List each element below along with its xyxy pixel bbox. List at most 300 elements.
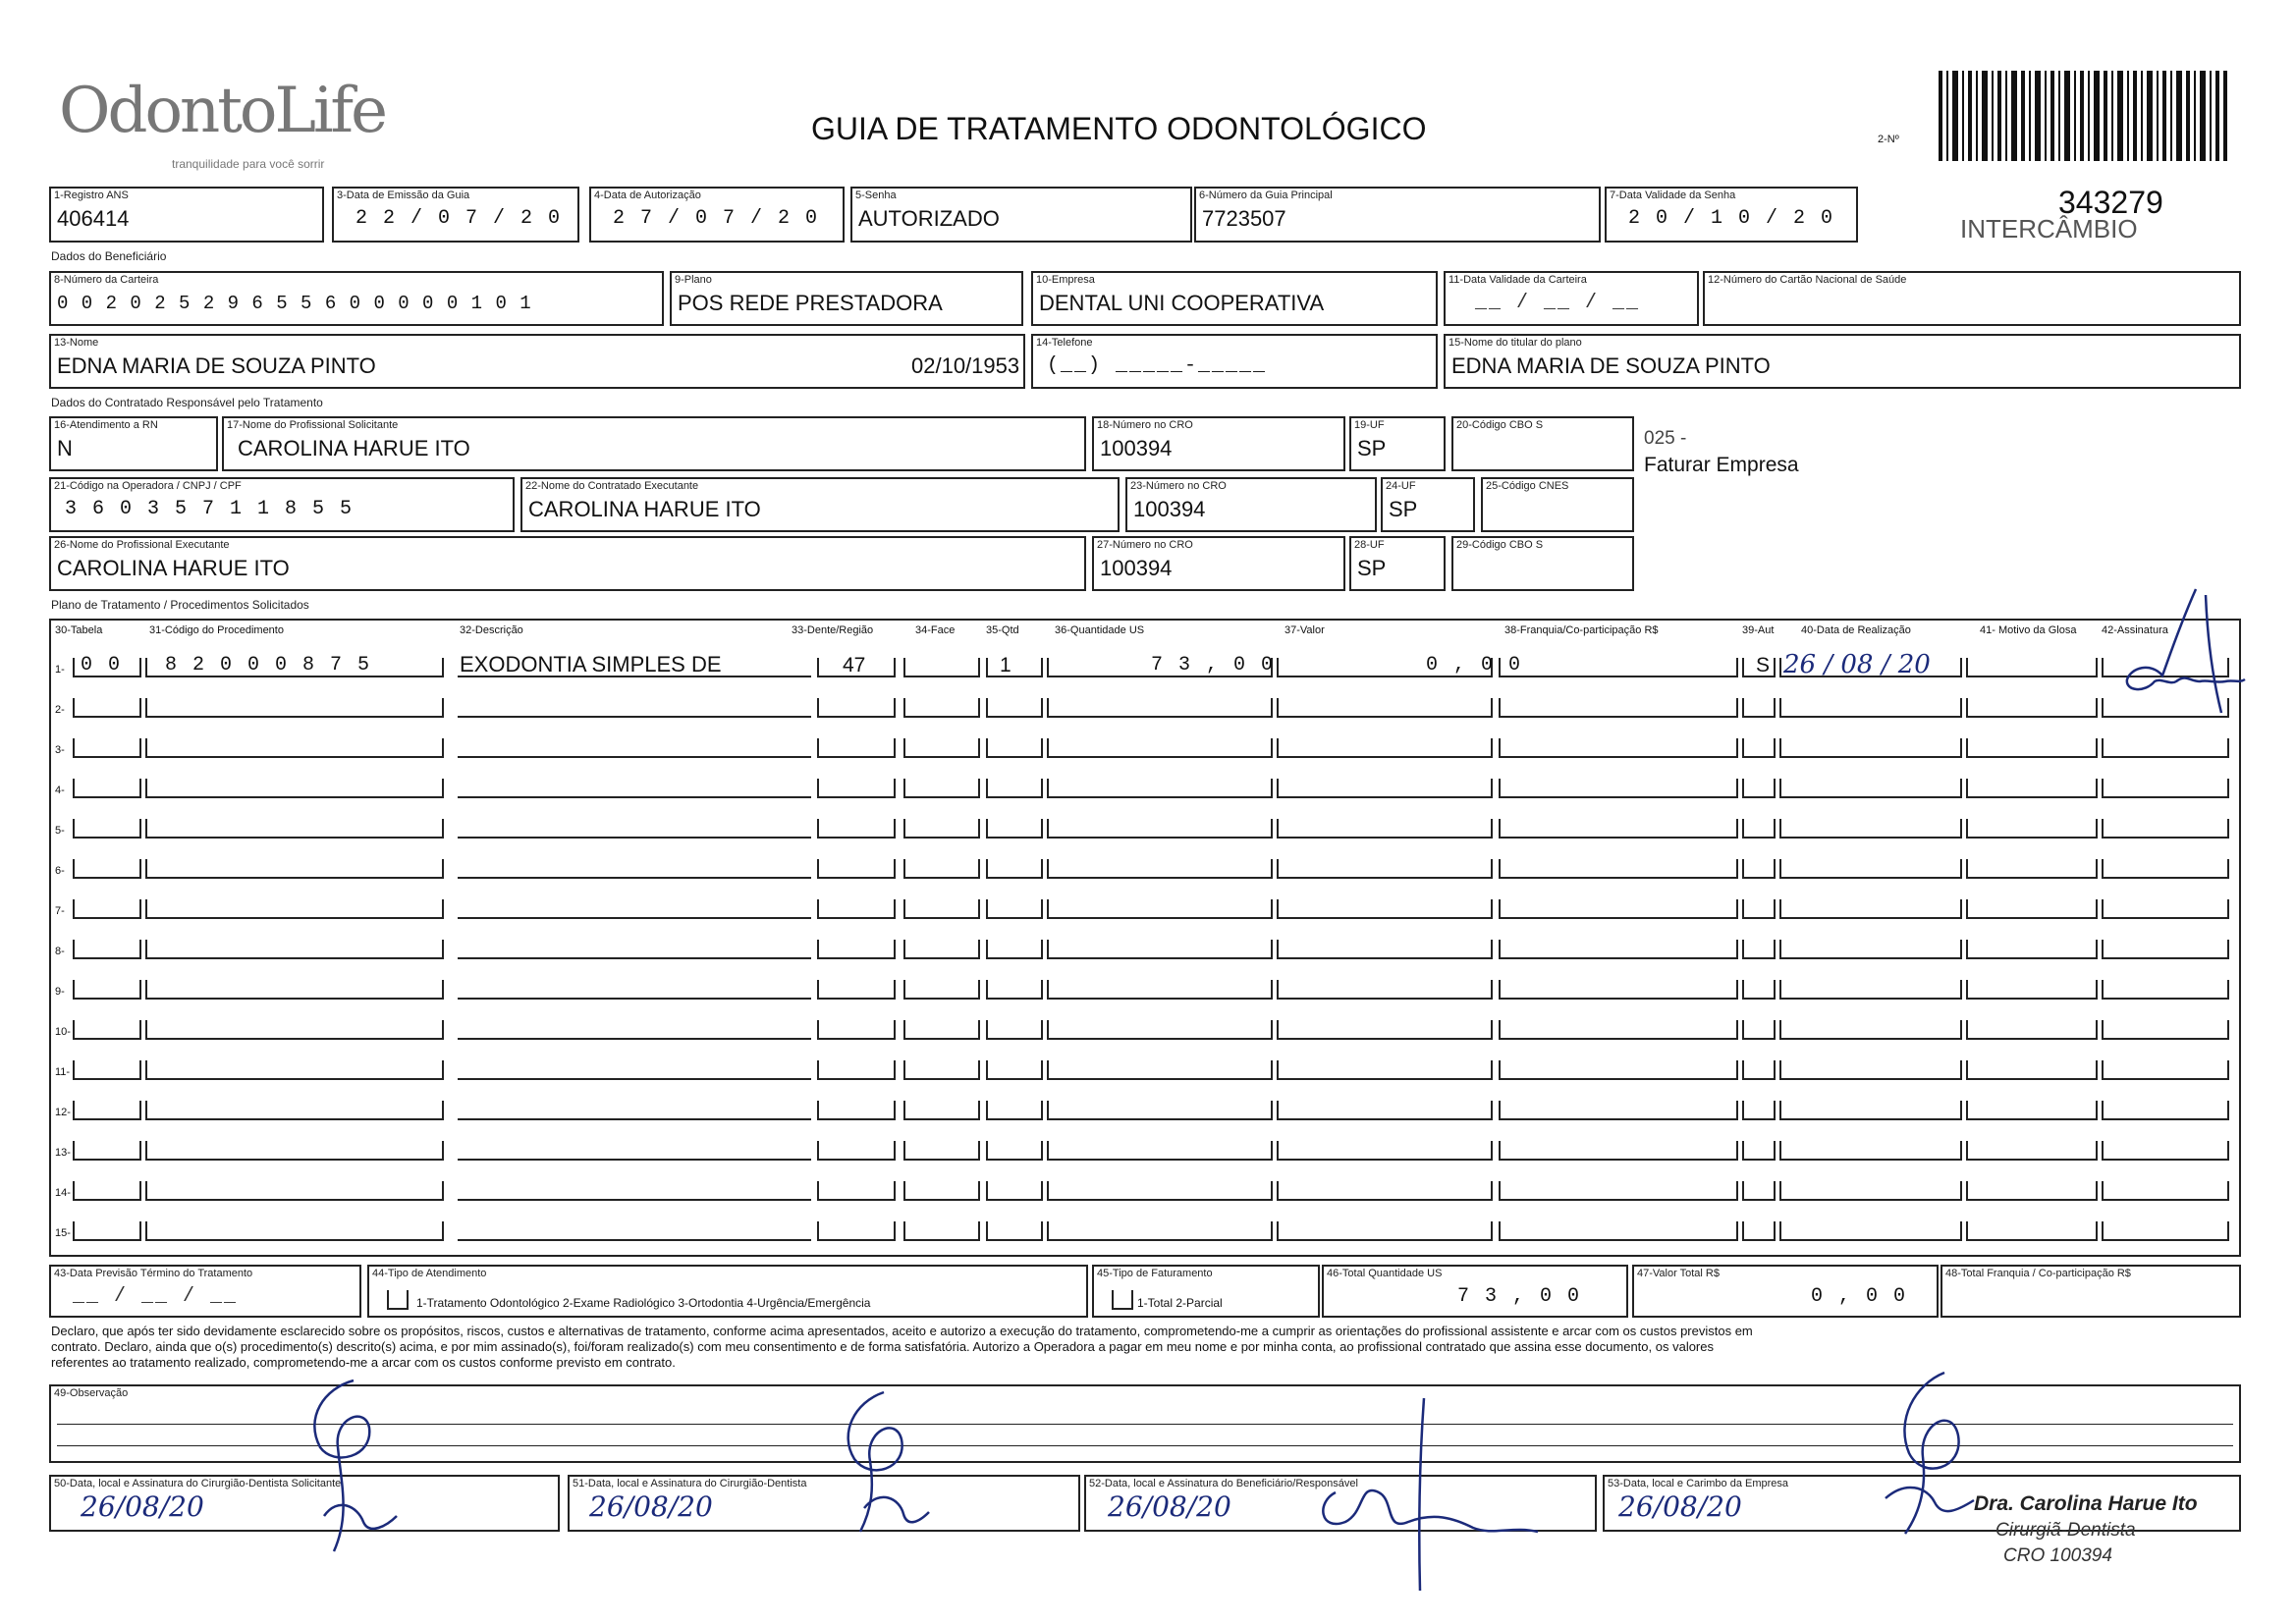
procedure-cell[interactable] — [1047, 980, 1273, 1000]
procedure-cell[interactable] — [145, 738, 444, 758]
procedure-cell[interactable] — [1779, 779, 1962, 798]
procedure-cell[interactable] — [903, 1101, 980, 1120]
procedure-cell[interactable] — [1499, 859, 1738, 879]
procedure-cell[interactable] — [1047, 738, 1273, 758]
section-plano: Plano de Tratamento / Procedimentos Solicitados — [51, 598, 309, 612]
procedure-cell[interactable] — [817, 1141, 896, 1161]
procedure-row-number: 4- — [55, 785, 65, 796]
procedure-cell[interactable] — [1277, 779, 1493, 798]
procedure-cell[interactable] — [1966, 859, 2098, 879]
procedure-cell[interactable] — [903, 1020, 980, 1040]
numero-carteira-value: 0 0 2 0 2 5 2 9 6 5 5 6 0 0 0 0 0 1 0 1 — [57, 293, 532, 314]
section-contratado: Dados do Contratado Responsável pelo Tratamento — [51, 396, 323, 409]
field-uf-profissional: 28-UF SP — [1349, 536, 1446, 591]
titular-plano-value: EDNA MARIA DE SOUZA PINTO — [1451, 353, 1771, 378]
procedure-cell[interactable] — [1966, 980, 2098, 1000]
procedure-cell[interactable] — [903, 1221, 980, 1241]
procedure-cell[interactable] — [1277, 819, 1493, 839]
procedure-cell[interactable] — [458, 1060, 811, 1080]
procedure-cell[interactable] — [73, 899, 141, 919]
cro-executante-value: 100394 — [1133, 497, 1206, 521]
procedure-cell[interactable] — [2102, 980, 2229, 1000]
col-aut: 39-Aut — [1742, 624, 1775, 636]
procedure-cell[interactable] — [1499, 980, 1738, 1000]
procedure-cell[interactable] — [2102, 1060, 2229, 1080]
field-profissional-solicitante: 17-Nome do Profissional Solicitante CAROLINA HARUE ITO — [222, 416, 1086, 471]
assinatura-solicitante-date: 26/08/20 — [81, 1490, 204, 1523]
procedure-cell[interactable] — [1966, 658, 2098, 677]
carimbo-empresa-date: 26/08/20 — [1618, 1490, 1742, 1523]
procedure-cell[interactable] — [1742, 698, 1776, 718]
procedure-cell[interactable] — [986, 940, 1043, 959]
field-cbo-solicitante: 20-Código CBO S — [1451, 416, 1634, 471]
procedure-cell[interactable] — [1742, 980, 1776, 1000]
procedure-cell[interactable] — [1047, 859, 1273, 879]
procedure-cell[interactable] — [73, 1221, 141, 1241]
procedure-cell[interactable] — [817, 899, 896, 919]
row1-quantidade-us: 7 3 , 0 0 — [1151, 654, 1276, 677]
field-numero-carteira: 8-Número da Carteira 0 0 2 0 2 5 2 9 6 5 5 6 0 0 0 0 0 1 0 1 — [49, 271, 664, 326]
procedure-cell[interactable] — [1966, 1020, 2098, 1040]
procedure-cell[interactable] — [1277, 1141, 1493, 1161]
procedure-cell[interactable] — [1742, 1141, 1776, 1161]
col-descricao: 32-Descrição — [460, 624, 523, 636]
row1-codigo: 8 2 0 0 0 8 7 5 — [165, 654, 372, 677]
procedure-cell[interactable] — [73, 1060, 141, 1080]
procedure-cell[interactable] — [145, 899, 444, 919]
procedure-cell[interactable] — [817, 819, 896, 839]
procedure-cell[interactable] — [817, 980, 896, 1000]
col-dente: 33-Dente/Região — [792, 624, 874, 636]
procedure-cell[interactable] — [1047, 779, 1273, 798]
field-validade-senha: 7-Data Validade da Senha 2 0 / 1 0 / 2 0 — [1605, 187, 1858, 243]
procedure-cell[interactable] — [2102, 940, 2229, 959]
procedure-cell[interactable] — [458, 899, 811, 919]
procedure-cell[interactable] — [145, 779, 444, 798]
procedure-cell[interactable] — [1047, 698, 1273, 718]
col-data-realizacao: 40-Data de Realização — [1801, 624, 1911, 636]
procedure-cell[interactable] — [986, 779, 1043, 798]
procedure-cell[interactable] — [1966, 779, 2098, 798]
procedure-cell[interactable] — [1047, 1101, 1273, 1120]
guide-number-label: 2-Nº — [1878, 134, 1899, 145]
procedure-cell[interactable] — [986, 738, 1043, 758]
procedure-cell[interactable] — [903, 859, 980, 879]
col-quantidade-us: 36-Quantidade US — [1055, 624, 1145, 636]
procedure-cell[interactable] — [903, 1181, 980, 1201]
procedure-cell[interactable] — [1277, 1221, 1493, 1241]
data-emissao-value: 2 2 / 0 7 / 2 0 — [355, 207, 563, 230]
assinatura-dentista-date: 26/08/20 — [589, 1490, 713, 1523]
procedure-cell[interactable] — [458, 738, 811, 758]
procedure-cell[interactable] — [1966, 899, 2098, 919]
field-assinatura-dentista: 51-Data, local e Assinatura do Cirurgião-Dentista 26/08/20 — [568, 1475, 1080, 1532]
row1-tabela: 0 0 — [81, 654, 123, 677]
col-franquia: 38-Franquia/Co-participação R$ — [1504, 624, 1659, 636]
procedure-cell[interactable] — [1277, 1060, 1493, 1080]
signature-beneficiario — [1306, 1394, 1542, 1600]
procedure-cell[interactable] — [1966, 819, 2098, 839]
valor-total-value: 0 , 0 0 — [1811, 1285, 1908, 1308]
field-cnes: 25-Código CNES — [1481, 477, 1634, 532]
procedure-row-number: 8- — [55, 946, 65, 957]
procedure-cell[interactable] — [1499, 1141, 1738, 1161]
procedure-cell[interactable] — [1779, 819, 1962, 839]
procedure-cell[interactable] — [986, 1060, 1043, 1080]
field-cro-solicitante: 18-Número no CRO 100394 — [1092, 416, 1345, 471]
declaration-line-2: contrato. Declaro, ainda que o(s) procedimento(s) descrito(s) acima, e por mim assinado(s), foi/foram realizado(s) com meu consentimento e de forma satisfatória. Autorizo a Operadora a pagar em meu nome e por minha conta, ao profissional contratado que assina esse documento, os valores — [51, 1339, 1714, 1354]
procedure-cell[interactable] — [986, 980, 1043, 1000]
procedure-cell[interactable] — [903, 658, 980, 677]
procedure-cell[interactable] — [986, 1020, 1043, 1040]
procedure-cell[interactable] — [1499, 738, 1738, 758]
procedure-cell[interactable] — [1047, 1141, 1273, 1161]
field-data-autorizacao: 4-Data de Autorização 2 7 / 0 7 / 2 0 — [589, 187, 845, 243]
logo — [59, 75, 385, 185]
field-validade-carteira: 11-Data Validade da Carteira __ / __ / __ — [1444, 271, 1699, 326]
procedure-cell[interactable] — [1047, 819, 1273, 839]
data-autorizacao-value: 2 7 / 0 7 / 2 0 — [613, 207, 820, 230]
procedure-cell[interactable] — [145, 698, 444, 718]
procedure-cell[interactable] — [1277, 1020, 1493, 1040]
procedure-cell[interactable] — [1966, 1101, 2098, 1120]
field-cartao-nacional: 12-Número do Cartão Nacional de Saúde — [1703, 271, 2241, 326]
uf-profissional-value: SP — [1357, 556, 1387, 580]
procedure-cell[interactable] — [458, 859, 811, 879]
procedure-cell[interactable] — [1742, 779, 1776, 798]
procedure-cell[interactable] — [73, 698, 141, 718]
procedure-cell[interactable] — [1966, 1060, 2098, 1080]
row1-descricao: EXODONTIA SIMPLES DE — [460, 652, 722, 677]
procedure-cell[interactable] — [1742, 1020, 1776, 1040]
procedure-cell[interactable] — [817, 1101, 896, 1120]
procedure-cell[interactable] — [458, 779, 811, 798]
procedure-cell[interactable] — [1779, 1141, 1962, 1161]
procedure-cell[interactable] — [458, 819, 811, 839]
stamp-name: Dra. Carolina Harue Ito — [1974, 1492, 2198, 1515]
procedure-cell[interactable] — [145, 1101, 444, 1120]
field-uf-solicitante: 19-UF SP — [1349, 416, 1446, 471]
procedure-cell[interactable] — [986, 859, 1043, 879]
procedure-cell[interactable] — [903, 819, 980, 839]
procedure-cell[interactable] — [817, 1020, 896, 1040]
procedure-cell[interactable] — [1499, 698, 1738, 718]
procedure-cell[interactable] — [1742, 1101, 1776, 1120]
signature-dentista — [825, 1390, 933, 1538]
procedure-cell[interactable] — [73, 1020, 141, 1040]
logo-tagline: tranquilidade para você sorrir — [172, 157, 325, 171]
stamp-cro: CRO 100394 — [2003, 1545, 2112, 1566]
empresa-value: DENTAL UNI COOPERATIVA — [1039, 291, 1325, 315]
procedure-cell[interactable] — [73, 819, 141, 839]
row1-data-realizacao: 26 / 08 / 20 — [1783, 650, 1931, 679]
procedure-row-number: 1- — [55, 664, 65, 676]
procedure-cell[interactable] — [1779, 1060, 1962, 1080]
procedure-cell[interactable] — [73, 940, 141, 959]
field-uf-executante: 24-UF SP — [1381, 477, 1475, 532]
procedure-cell[interactable] — [903, 899, 980, 919]
uf-executante-value: SP — [1389, 497, 1418, 521]
procedure-cell[interactable] — [73, 1181, 141, 1201]
procedure-cell[interactable] — [73, 779, 141, 798]
procedure-cell[interactable] — [1499, 658, 1738, 677]
procedure-cell[interactable] — [1742, 859, 1776, 879]
procedure-cell[interactable] — [1742, 1181, 1776, 1201]
procedure-cell[interactable] — [1779, 1101, 1962, 1120]
procedure-cell[interactable] — [817, 1060, 896, 1080]
procedure-cell[interactable] — [986, 1101, 1043, 1120]
procedure-cell[interactable] — [1499, 1221, 1738, 1241]
procedure-cell[interactable] — [458, 1181, 811, 1201]
procedure-cell[interactable] — [903, 980, 980, 1000]
field-data-emissao: 3-Data de Emissão da Guia 2 2 / 0 7 / 2 0 — [332, 187, 579, 243]
field-assinatura-beneficiario: 52-Data, local e Assinatura do Beneficiário/Responsável 26/08/20 — [1084, 1475, 1597, 1532]
procedure-cell[interactable] — [73, 980, 141, 1000]
procedure-row-number: 15- — [55, 1227, 71, 1239]
section-beneficiario: Dados do Beneficiário — [51, 249, 167, 263]
field-titular-plano: 15-Nome do titular do plano EDNA MARIA DE SOUZA PINTO — [1444, 334, 2241, 389]
field-observacao[interactable]: 49-Observação — [49, 1384, 2241, 1463]
procedure-cell[interactable] — [1277, 980, 1493, 1000]
procedure-cell[interactable] — [145, 859, 444, 879]
procedure-cell[interactable] — [1742, 1221, 1776, 1241]
field-tipo-atendimento: 44-Tipo de Atendimento 1-Tratamento Odontológico 2-Exame Radiológico 3-Ortodontia 4-Urgência/Emergência — [367, 1265, 1088, 1318]
field-tipo-faturamento: 45-Tipo de Faturamento 1-Total 2-Parcial — [1092, 1265, 1320, 1318]
procedure-cell[interactable] — [817, 779, 896, 798]
col-qtd: 35-Qtd — [986, 624, 1019, 636]
procedure-cell[interactable] — [145, 940, 444, 959]
procedure-row-number: 11- — [55, 1066, 71, 1078]
contratado-executante-value: CAROLINA HARUE ITO — [528, 497, 761, 521]
procedure-cell[interactable] — [1277, 1181, 1493, 1201]
col-valor: 37-Valor — [1285, 624, 1325, 636]
procedure-cell[interactable] — [1742, 899, 1776, 919]
tipo-faturamento-checkbox[interactable] — [1112, 1290, 1133, 1310]
guia-principal-value: 7723507 — [1202, 206, 1286, 231]
procedure-cell[interactable] — [2102, 1181, 2229, 1201]
assinatura-beneficiario-date: 26/08/20 — [1108, 1490, 1231, 1523]
procedure-cell[interactable] — [145, 980, 444, 1000]
procedure-cell[interactable] — [1779, 1181, 1962, 1201]
procedure-cell[interactable] — [1499, 1060, 1738, 1080]
procedure-cell[interactable] — [903, 779, 980, 798]
field-registro-ans: 1-Registro ANS 406414 — [49, 187, 324, 243]
procedure-cell[interactable] — [1779, 1221, 1962, 1241]
procedure-cell[interactable] — [1779, 980, 1962, 1000]
col-face: 34-Face — [915, 624, 956, 636]
procedure-cell[interactable] — [1779, 1020, 1962, 1040]
col-motivo-glosa: 41- Motivo da Glosa — [1980, 624, 2077, 636]
field-atendimento-rn: 16-Atendimento a RN N — [49, 416, 218, 471]
procedure-row-number: 10- — [55, 1026, 71, 1038]
cro-profissional-value: 100394 — [1100, 556, 1173, 580]
procedure-cell[interactable] — [1277, 899, 1493, 919]
field-empresa: 10-Empresa DENTAL UNI COOPERATIVA — [1031, 271, 1438, 326]
procedure-cell[interactable] — [73, 859, 141, 879]
procedure-cell[interactable] — [458, 940, 811, 959]
procedure-cell[interactable] — [2102, 859, 2229, 879]
procedure-cell[interactable] — [73, 1141, 141, 1161]
procedure-cell[interactable] — [1499, 940, 1738, 959]
procedure-cell[interactable] — [2102, 738, 2229, 758]
field-cbo-profissional: 29-Código CBO S — [1451, 536, 1634, 591]
procedure-cell[interactable] — [817, 1181, 896, 1201]
procedure-cell[interactable] — [817, 940, 896, 959]
procedure-cell[interactable] — [1277, 738, 1493, 758]
procedure-cell[interactable] — [1779, 899, 1962, 919]
procedure-cell[interactable] — [1499, 1181, 1738, 1201]
procedure-cell[interactable] — [817, 698, 896, 718]
procedure-cell[interactable] — [986, 698, 1043, 718]
stamp-title: Cirurgiã-Dentista — [1995, 1520, 2136, 1541]
procedure-row-number: 3- — [55, 744, 65, 756]
procedure-cell[interactable] — [73, 738, 141, 758]
procedure-cell[interactable] — [1966, 940, 2098, 959]
procedure-cell[interactable] — [145, 1181, 444, 1201]
procedure-cell[interactable] — [903, 940, 980, 959]
col-tabela: 30-Tabela — [55, 624, 103, 636]
procedure-cell[interactable] — [145, 1221, 444, 1241]
procedure-cell[interactable] — [986, 1221, 1043, 1241]
data-nascimento-value: 02/10/1953 — [911, 353, 1020, 378]
procedure-cell[interactable] — [1499, 1020, 1738, 1040]
procedure-cell[interactable] — [903, 738, 980, 758]
procedure-cell[interactable] — [2102, 1020, 2229, 1040]
procedure-cell[interactable] — [1779, 940, 1962, 959]
guide-number: 343279 — [2058, 185, 2163, 220]
declaration-line-1: Declaro, que após ter sido devidamente esclarecido sobre os propósitos, riscos, custos e alternativas de tratamento, conforme acima apresentados, aceito e autorizo a execução do tratamento, comprometendo-me a cumprir as orientações do profissional assistente e arcar com os custos previstos em — [51, 1324, 1753, 1338]
signature-empresa — [1866, 1371, 1984, 1538]
procedure-cell[interactable] — [1499, 899, 1738, 919]
barcode — [1939, 71, 2229, 161]
procedure-cell[interactable] — [1966, 1181, 2098, 1201]
procedure-cell[interactable] — [1966, 738, 2098, 758]
codigo-operadora-value: 3 6 0 3 5 7 1 1 8 5 5 — [65, 498, 355, 520]
telefone-value: (__) _____-_____ — [1047, 354, 1268, 377]
nome-value: EDNA MARIA DE SOUZA PINTO — [57, 353, 376, 378]
procedure-cell[interactable] — [1047, 1221, 1273, 1241]
procedure-cell[interactable] — [2102, 1101, 2229, 1120]
procedure-cell[interactable] — [1966, 698, 2098, 718]
procedure-cell[interactable] — [73, 1101, 141, 1120]
procedure-row-number: 14- — [55, 1187, 71, 1199]
senha-value: AUTORIZADO — [858, 206, 1000, 231]
procedure-cell[interactable] — [1966, 1141, 2098, 1161]
procedure-cell[interactable] — [145, 819, 444, 839]
procedure-cell[interactable] — [986, 1181, 1043, 1201]
row1-aut: S — [1756, 654, 1771, 677]
plano-value: POS REDE PRESTADORA — [678, 291, 943, 315]
field-codigo-operadora: 21-Código na Operadora / CNPJ / CPF 3 6 0 3 5 7 1 1 8 5 5 — [49, 477, 515, 532]
procedure-cell[interactable] — [2102, 819, 2229, 839]
procedure-cell[interactable] — [817, 1221, 896, 1241]
procedure-cell[interactable] — [2102, 779, 2229, 798]
validade-carteira-value: __ / __ / __ — [1475, 292, 1641, 314]
declaration-line-3: referentes ao tratamento realizado, comprometendo-me a arcar com os custos conforme previsto em contrato. — [51, 1355, 676, 1370]
procedure-cell[interactable] — [458, 1020, 811, 1040]
side-note: Faturar Empresa — [1644, 454, 1799, 476]
side-code: 025 - — [1644, 428, 1687, 449]
procedure-cell[interactable] — [1742, 940, 1776, 959]
procedure-cell[interactable] — [1779, 738, 1962, 758]
guide-type: INTERCÂMBIO — [1960, 214, 2138, 244]
procedure-cell[interactable] — [1047, 1020, 1273, 1040]
procedure-cell[interactable] — [1499, 819, 1738, 839]
page-title: GUIA DE TRATAMENTO ODONTOLÓGICO — [811, 111, 1427, 146]
procedure-cell[interactable] — [458, 980, 811, 1000]
procedure-cell[interactable] — [2102, 1141, 2229, 1161]
field-guia-principal: 6-Número da Guia Principal 7723507 — [1194, 187, 1601, 243]
procedure-cell[interactable] — [903, 698, 980, 718]
tipo-atendimento-checkbox[interactable] — [387, 1290, 409, 1310]
procedure-cell[interactable] — [1047, 1181, 1273, 1201]
procedure-cell[interactable] — [1742, 1060, 1776, 1080]
procedure-cell[interactable] — [817, 859, 896, 879]
procedure-cell[interactable] — [986, 819, 1043, 839]
procedure-cell[interactable] — [1742, 738, 1776, 758]
procedure-row-number: 7- — [55, 905, 65, 917]
procedure-cell[interactable] — [1047, 1060, 1273, 1080]
registro-ans-value: 406414 — [57, 206, 130, 231]
procedure-cell[interactable] — [145, 1060, 444, 1080]
col-codigo: 31-Código do Procedimento — [149, 624, 284, 636]
field-contratado-executante: 22-Nome do Contratado Executante CAROLINA HARUE ITO — [520, 477, 1120, 532]
procedure-cell[interactable] — [2102, 1221, 2229, 1241]
field-senha: 5-Senha AUTORIZADO — [850, 187, 1192, 243]
procedure-cell[interactable] — [1966, 1221, 2098, 1241]
procedure-cell[interactable] — [1499, 779, 1738, 798]
col-assinatura: 42-Assinatura — [2102, 624, 2168, 636]
field-profissional-executante: 26-Nome do Profissional Executante CAROLINA HARUE ITO — [49, 536, 1086, 591]
procedure-cell[interactable] — [986, 658, 1043, 677]
procedure-cell[interactable] — [986, 1141, 1043, 1161]
procedure-cell[interactable] — [1742, 819, 1776, 839]
field-valor-total: 47-Valor Total R$ 0 , 0 0 — [1632, 1265, 1939, 1318]
field-total-franquia: 48-Total Franquia / Co-participação R$ — [1941, 1265, 2241, 1318]
procedure-cell[interactable] — [145, 1020, 444, 1040]
procedure-cell[interactable] — [1277, 698, 1493, 718]
total-us-value: 7 3 , 0 0 — [1457, 1285, 1582, 1308]
procedure-cell[interactable] — [903, 1141, 980, 1161]
procedure-cell[interactable] — [903, 1060, 980, 1080]
procedure-cell[interactable] — [1277, 1101, 1493, 1120]
procedure-cell[interactable] — [1277, 859, 1493, 879]
procedure-cell[interactable] — [817, 738, 896, 758]
row1-dente: 47 — [843, 654, 866, 677]
field-previsao-termino: 43-Data Previsão Término do Tratamento __ / __ / __ — [49, 1265, 361, 1318]
procedure-cell[interactable] — [458, 1221, 811, 1241]
procedure-cell[interactable] — [1779, 698, 1962, 718]
profissional-solicitante-value: CAROLINA HARUE ITO — [238, 436, 470, 460]
procedure-cell[interactable] — [1277, 940, 1493, 959]
procedure-cell[interactable] — [458, 1101, 811, 1120]
procedure-cell[interactable] — [458, 1141, 811, 1161]
procedure-cell[interactable] — [1499, 1101, 1738, 1120]
row1-franquia: 0 , 0 0 — [1426, 654, 1523, 677]
procedure-cell[interactable] — [145, 1141, 444, 1161]
procedure-cell[interactable] — [986, 899, 1043, 919]
procedure-cell[interactable] — [458, 698, 811, 718]
field-telefone: 14-Telefone (__) _____-_____ — [1031, 334, 1438, 389]
profissional-executante-value: CAROLINA HARUE ITO — [57, 556, 290, 580]
procedure-cell[interactable] — [1779, 859, 1962, 879]
procedure-cell[interactable] — [1047, 940, 1273, 959]
row1-signature — [2111, 585, 2249, 723]
uf-solicitante-value: SP — [1357, 436, 1387, 460]
procedure-cell[interactable] — [2102, 899, 2229, 919]
atendimento-rn-value: N — [57, 436, 73, 460]
procedure-cell[interactable] — [1047, 899, 1273, 919]
